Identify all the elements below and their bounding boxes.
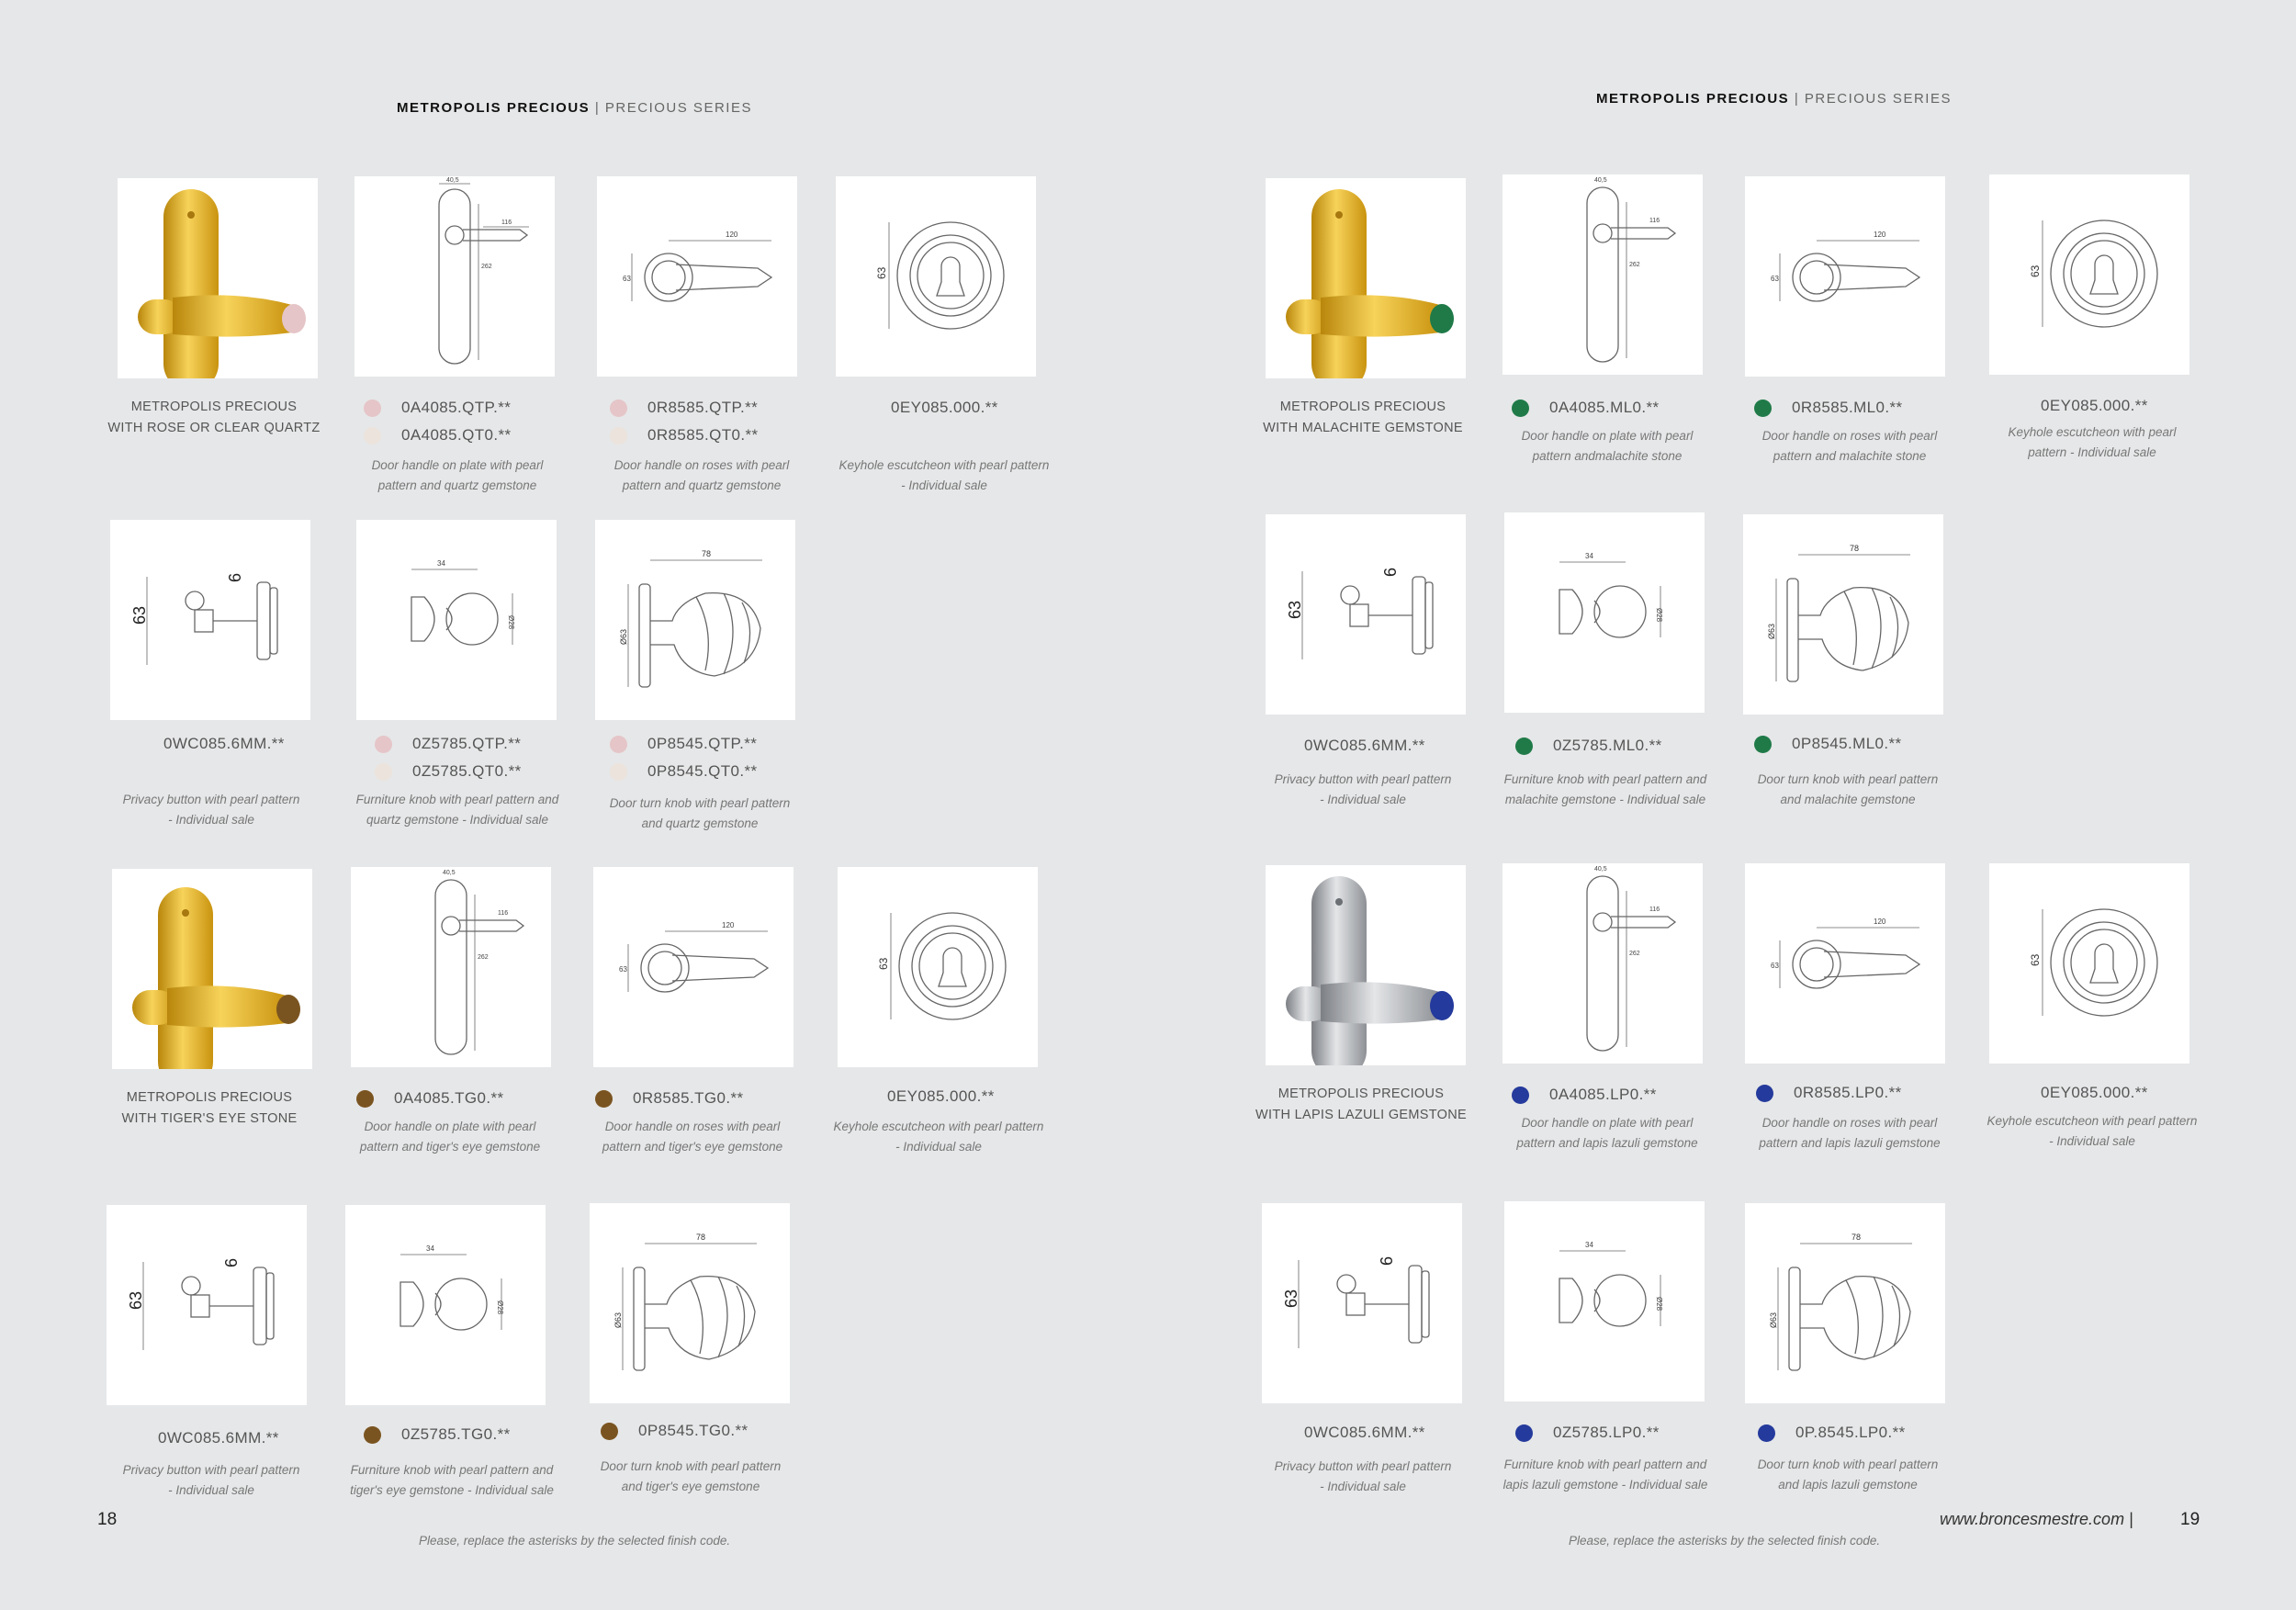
series-name: | PRECIOUS SERIES <box>1789 91 1952 107</box>
product-code: 0P.8545.LP0.** <box>1758 1424 1906 1442</box>
svg-text:116: 116 <box>501 220 512 226</box>
svg-text:120: 120 <box>726 231 738 239</box>
drawing-handle-on-plate <box>1503 863 1703 1064</box>
product-description: Door handle on roses with pearl pattern and quartz gemstone <box>613 458 790 492</box>
series-name: | PRECIOUS SERIES <box>590 100 752 116</box>
drawing-privacy-button <box>107 1205 307 1405</box>
footnote-left: Please, replace the asterisks by the selected finish code. <box>419 1534 731 1548</box>
drawing-privacy-button <box>110 520 310 720</box>
series-caption: METROPOLIS PRECIOUS WITH ROSE OR CLEAR QUARTZ <box>107 400 321 435</box>
svg-text:78: 78 <box>696 1233 706 1242</box>
svg-text:34: 34 <box>1585 1241 1593 1249</box>
svg-text:78: 78 <box>1851 1233 1862 1242</box>
drawing-escutcheon <box>1989 863 2189 1064</box>
drawing-handle-on-plate <box>355 176 555 377</box>
product-description: Door handle on plate with pearl pattern and lapis lazuli gemstone <box>1516 1116 1698 1150</box>
product-description: Door turn knob with pearl pattern and quartz gemstone <box>609 796 791 830</box>
lapis-swatch <box>1512 1086 1529 1104</box>
product-code: 0EY085.000.** <box>2041 1084 2148 1101</box>
svg-text:63: 63 <box>619 965 627 974</box>
malachite-swatch <box>1515 737 1533 755</box>
svg-text:40,5: 40,5 <box>1594 177 1607 184</box>
drawing-escutcheon <box>838 867 1038 1067</box>
drawing-handle-on-rose <box>597 176 797 377</box>
drawing-handle-on-rose <box>593 867 793 1067</box>
page-number-left: 18 <box>97 1510 118 1529</box>
svg-text:6: 6 <box>1378 1255 1396 1266</box>
svg-text:Ø28: Ø28 <box>1655 608 1663 623</box>
svg-text:63: 63 <box>877 957 890 970</box>
svg-text:262: 262 <box>1629 262 1640 268</box>
svg-text:120: 120 <box>1874 231 1886 239</box>
svg-text:63: 63 <box>130 605 149 625</box>
product-description: Furniture knob with pearl pattern and quartz gemstone - Individual sale <box>355 793 559 827</box>
product-description: Furniture knob with pearl pattern and malachite gemstone - Individual sale <box>1503 772 1707 806</box>
brand-name: METROPOLIS PRECIOUS <box>1596 91 1790 107</box>
product-code: 0EY085.000.** <box>887 1087 995 1105</box>
drawing-furniture-knob <box>345 1205 546 1405</box>
drawing-door-turn-knob <box>590 1203 790 1403</box>
svg-text:Ø28: Ø28 <box>507 615 515 630</box>
product-description: Door turn knob with pearl pattern and malachite gemstone <box>1757 772 1939 806</box>
svg-text:40,5: 40,5 <box>443 870 456 876</box>
malachite-swatch <box>1754 736 1772 753</box>
series-caption: METROPOLIS PRECIOUS WITH LAPIS LAZULI GEMSTONE <box>1255 1086 1467 1122</box>
drawing-escutcheon <box>1989 175 2189 375</box>
malachite-gem <box>1430 304 1454 333</box>
lapis-gem <box>1430 991 1454 1020</box>
brand-name: METROPOLIS PRECIOUS <box>397 100 591 116</box>
svg-text:Ø63: Ø63 <box>613 1312 623 1328</box>
svg-text:34: 34 <box>1585 552 1593 560</box>
svg-text:262: 262 <box>481 264 492 270</box>
product-description: Door handle on roses with pearl pattern and tiger's eye gemstone <box>602 1120 783 1154</box>
svg-text:116: 116 <box>1649 218 1660 224</box>
drawing-privacy-button <box>1266 514 1466 715</box>
product-photo-handle-lapis <box>1266 865 1466 1065</box>
product-code: 0A4085.QTP.** <box>364 399 511 417</box>
product-description: Keyhole escutcheon with pearl pattern - Individual sale <box>2008 425 2177 459</box>
drawing-handle-on-rose <box>1745 176 1945 377</box>
product-description: Keyhole escutcheon with pearl pattern - Individual sale <box>833 1120 1044 1154</box>
product-description: Door handle on roses with pearl pattern and malachite stone <box>1761 429 1938 463</box>
product-code: 0Z5785.TG0.** <box>364 1425 511 1444</box>
tigers-eye-gem <box>276 995 300 1024</box>
svg-text:Ø63: Ø63 <box>619 628 628 645</box>
malachite-swatch <box>1754 400 1772 417</box>
product-code: 0WC085.6MM.** <box>1304 1424 1425 1441</box>
drawing-handle-on-plate <box>1503 175 1703 375</box>
svg-text:63: 63 <box>1771 275 1779 283</box>
svg-text:63: 63 <box>1286 600 1304 619</box>
svg-text:Ø63: Ø63 <box>1767 623 1776 639</box>
series-caption: METROPOLIS PRECIOUS WITH TIGER'S EYE STONE <box>121 1090 298 1126</box>
drawing-door-turn-knob <box>595 520 795 720</box>
svg-text:63: 63 <box>875 266 888 279</box>
product-code: 0EY085.000.** <box>2041 397 2148 414</box>
svg-text:63: 63 <box>2029 265 2042 277</box>
website-link[interactable]: www.broncesmestre.com | <box>1940 1510 2133 1528</box>
svg-text:63: 63 <box>1282 1289 1300 1308</box>
svg-text:63: 63 <box>2029 953 2042 966</box>
product-code: 0P8545.TG0.** <box>601 1422 748 1440</box>
svg-text:40,5: 40,5 <box>1594 866 1607 873</box>
product-photo-handle-quartz <box>118 178 318 378</box>
product-code: 0Z5785.ML0.** <box>1515 737 1662 755</box>
product-code: 0R8585.ML0.** <box>1754 399 1903 417</box>
rose-quartz-swatch <box>364 400 381 417</box>
product-description: Door handle on plate with pearl pattern and tiger's eye gemstone <box>359 1120 541 1154</box>
tigers-eye-swatch <box>601 1423 618 1440</box>
product-code: 0R8585.LP0.** <box>1756 1084 1902 1102</box>
product-code: 0R8585.TG0.** <box>595 1089 744 1108</box>
drawing-furniture-knob <box>1504 512 1705 713</box>
product-code: 0A4085.QT0.** <box>364 426 512 445</box>
rose-quartz-swatch <box>375 736 392 753</box>
product-description: Door handle on roses with pearl pattern and lapis lazuli gemstone <box>1759 1116 1941 1150</box>
left-page-header <box>397 100 752 116</box>
product-description: Door turn knob with pearl pattern and tiger's eye gemstone <box>600 1459 782 1493</box>
svg-text:262: 262 <box>1629 951 1640 957</box>
drawing-handle-on-plate <box>351 867 551 1067</box>
svg-text:34: 34 <box>426 1244 434 1253</box>
product-description: Door handle on plate with pearl pattern andmalachite stone <box>1521 429 1694 463</box>
product-description: Keyhole escutcheon with pearl pattern - Individual sale <box>838 458 1050 492</box>
svg-text:116: 116 <box>498 910 509 917</box>
product-code: 0P8545.ML0.** <box>1754 735 1902 753</box>
product-code: 0Z5785.QTP.** <box>375 735 521 753</box>
product-code: 0WC085.6MM.** <box>163 735 285 752</box>
tigers-eye-swatch <box>595 1090 613 1108</box>
product-code: 0A4085.TG0.** <box>356 1089 504 1108</box>
quartz-gem <box>282 304 306 333</box>
product-code: 0A4085.LP0.** <box>1512 1086 1657 1104</box>
product-code: 0P8545.QTP.** <box>610 735 757 753</box>
drawing-handle-on-rose <box>1745 863 1945 1064</box>
clear-quartz-swatch <box>375 763 392 781</box>
lapis-swatch <box>1758 1424 1775 1442</box>
product-description: Door handle on plate with pearl pattern and quartz gemstone <box>371 458 544 492</box>
product-description: Privacy button with pearl pattern - Individual sale <box>122 1463 300 1497</box>
svg-text:63: 63 <box>1771 962 1779 970</box>
series-caption: METROPOLIS PRECIOUS WITH MALACHITE GEMSTONE <box>1263 400 1463 435</box>
product-description: Furniture knob with pearl pattern and tiger's eye gemstone - Individual sale <box>350 1463 554 1497</box>
product-code: 0Z5785.LP0.** <box>1515 1424 1660 1442</box>
product-code: 0WC085.6MM.** <box>158 1429 279 1447</box>
right-page-header <box>1596 91 1952 107</box>
product-description: Privacy button with pearl pattern - Individual sale <box>122 793 300 827</box>
svg-text:78: 78 <box>702 549 712 558</box>
svg-text:Ø28: Ø28 <box>496 1300 504 1315</box>
svg-text:34: 34 <box>437 559 445 568</box>
svg-text:Ø28: Ø28 <box>1655 1297 1663 1312</box>
footnote-right: Please, replace the asterisks by the selected finish code. <box>1569 1534 1881 1548</box>
svg-text:63: 63 <box>623 275 631 283</box>
lapis-swatch <box>1756 1085 1773 1102</box>
svg-text:262: 262 <box>478 954 489 961</box>
product-code: 0R8585.QT0.** <box>610 426 759 445</box>
lapis-swatch <box>1515 1424 1533 1442</box>
clear-quartz-swatch <box>610 763 627 781</box>
page-number-right: 19 <box>2180 1510 2200 1529</box>
drawing-escutcheon <box>836 176 1036 377</box>
tigers-eye-swatch <box>364 1426 381 1444</box>
malachite-swatch <box>1512 400 1529 417</box>
rose-quartz-swatch <box>610 400 627 417</box>
product-code: 0EY085.000.** <box>891 399 998 416</box>
product-code: 0A4085.ML0.** <box>1512 399 1660 417</box>
drawing-door-turn-knob <box>1745 1203 1945 1403</box>
clear-quartz-swatch <box>364 427 381 445</box>
svg-text:63: 63 <box>127 1290 145 1310</box>
product-description: Privacy button with pearl pattern - Individual sale <box>1274 1459 1452 1493</box>
product-code: 0P8545.QT0.** <box>610 762 758 781</box>
product-description: Furniture knob with pearl pattern and lapis lazuli gemstone - Individual sale <box>1503 1458 1708 1492</box>
product-code: 0R8585.QTP.** <box>610 399 758 417</box>
svg-text:120: 120 <box>1874 918 1886 926</box>
svg-text:Ø63: Ø63 <box>1769 1312 1778 1328</box>
svg-text:6: 6 <box>226 572 244 582</box>
svg-text:6: 6 <box>222 1257 241 1267</box>
product-code: 0Z5785.QT0.** <box>375 762 522 781</box>
product-photo-handle-tigers-eye <box>112 869 312 1069</box>
svg-text:120: 120 <box>722 921 735 929</box>
drawing-door-turn-knob <box>1743 514 1943 715</box>
drawing-furniture-knob <box>1504 1201 1705 1402</box>
svg-text:40,5: 40,5 <box>446 177 459 184</box>
product-code: 0WC085.6MM.** <box>1304 737 1425 754</box>
product-description: Door turn knob with pearl pattern and lapis lazuli gemstone <box>1757 1458 1939 1492</box>
svg-text:6: 6 <box>1381 567 1400 577</box>
clear-quartz-swatch <box>610 427 627 445</box>
product-description: Keyhole escutcheon with pearl pattern - Individual sale <box>1986 1114 2198 1148</box>
product-photo-handle-malachite <box>1266 178 1466 378</box>
rose-quartz-swatch <box>610 736 627 753</box>
drawing-privacy-button <box>1262 1203 1462 1403</box>
product-description: Privacy button with pearl pattern - Individual sale <box>1274 772 1452 806</box>
drawing-furniture-knob <box>356 520 557 720</box>
tigers-eye-swatch <box>356 1090 374 1108</box>
svg-text:116: 116 <box>1649 906 1660 913</box>
svg-text:78: 78 <box>1850 544 1860 553</box>
